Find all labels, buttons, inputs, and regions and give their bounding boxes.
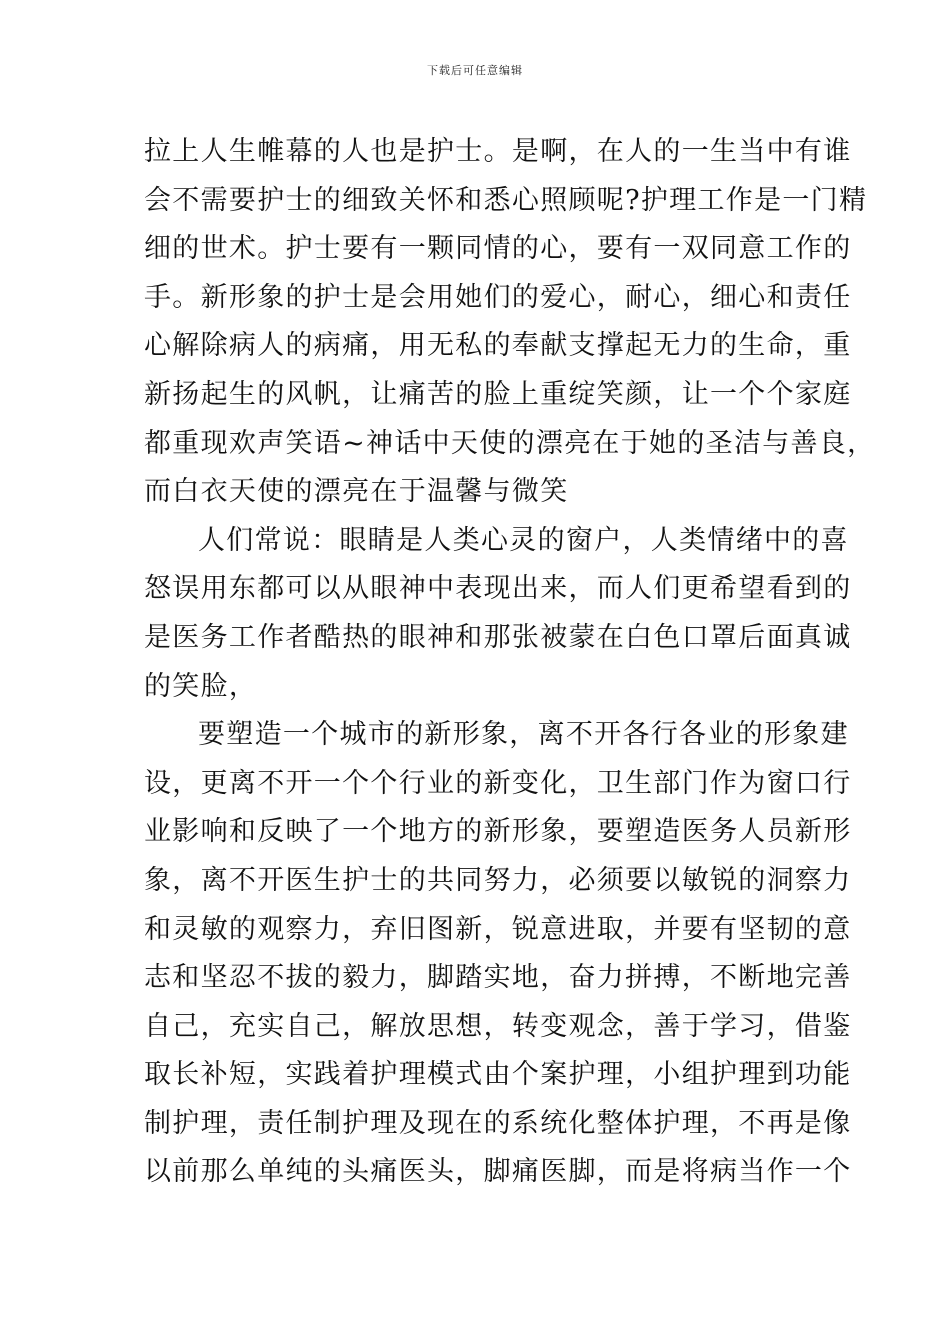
text-line: 是医务工作者酷热的眼神和那张被蒙在白色口罩后面真诚 xyxy=(144,621,852,653)
text-line: 手。新形象的护士是会用她们的爱心，耐心，细心和责任 xyxy=(144,281,852,313)
text-line: 会不需要护士的细致关怀和悉心照顾呢?护理工作是一门精 xyxy=(144,184,868,216)
text-line: 象，离不开医生护士的共同努力，必须要以敏锐的洞察力 xyxy=(144,864,852,896)
text-line: 以前那么单纯的头痛医头，脚痛医脚，而是将病当作一个 xyxy=(144,1156,852,1188)
document-body xyxy=(144,128,876,1197)
text-line: 怒误用东都可以从眼神中表现出来，而人们更希望看到的 xyxy=(144,573,852,605)
text-line: 志和坚忍不拔的毅力，脚踏实地，奋力拼搏，不断地完善 xyxy=(144,962,852,994)
paragraph-first-line: 要塑造一个城市的新形象，离不开各行各业的形象建 xyxy=(198,719,849,751)
text-line: 和灵敏的观察力，弃旧图新，锐意进取，并要有坚韧的意 xyxy=(144,913,852,945)
text-line: 都重现欢声笑语~神话中天使的漂亮在于她的圣洁与善良， xyxy=(144,427,876,459)
text-line: 的笑脸， xyxy=(144,670,258,702)
text-line: 业影响和反映了一个地方的新形象，要塑造医务人员新形 xyxy=(144,816,852,848)
text-line: 拉上人生帷幕的人也是护士。是啊，在人的一生当中有谁 xyxy=(144,136,852,167)
text-line: 而白衣天使的漂亮在于温馨与微笑 xyxy=(144,476,569,508)
page-header: 下载后可任意编辑 xyxy=(427,64,523,77)
text-line: 取长补短，实践着护理模式由个案护理，小组护理到功能 xyxy=(144,1059,852,1091)
text-line: 细的世术。护士要有一颗同情的心，要有一双同意工作的 xyxy=(144,233,852,265)
text-line: 自己，充实自己，解放思想，转变观念，善于学习，借鉴 xyxy=(144,1010,852,1042)
paragraph-first-line: 人们常说：眼睛是人类心灵的窗户，人类情绪中的喜 xyxy=(198,524,849,556)
text-line: 制护理，责任制护理及现在的系统化整体护理，不再是像 xyxy=(144,1107,852,1139)
text-line: 心解除病人的病痛，用无私的奉献支撑起无力的生命，重 xyxy=(144,330,852,362)
text-line: 新扬起生的风帆，让痛苦的脸上重绽笑颜，让一个个家庭 xyxy=(144,378,852,410)
text-line: 设，更离不开一个个行业的新变化，卫生部门作为窗口行 xyxy=(144,767,852,799)
